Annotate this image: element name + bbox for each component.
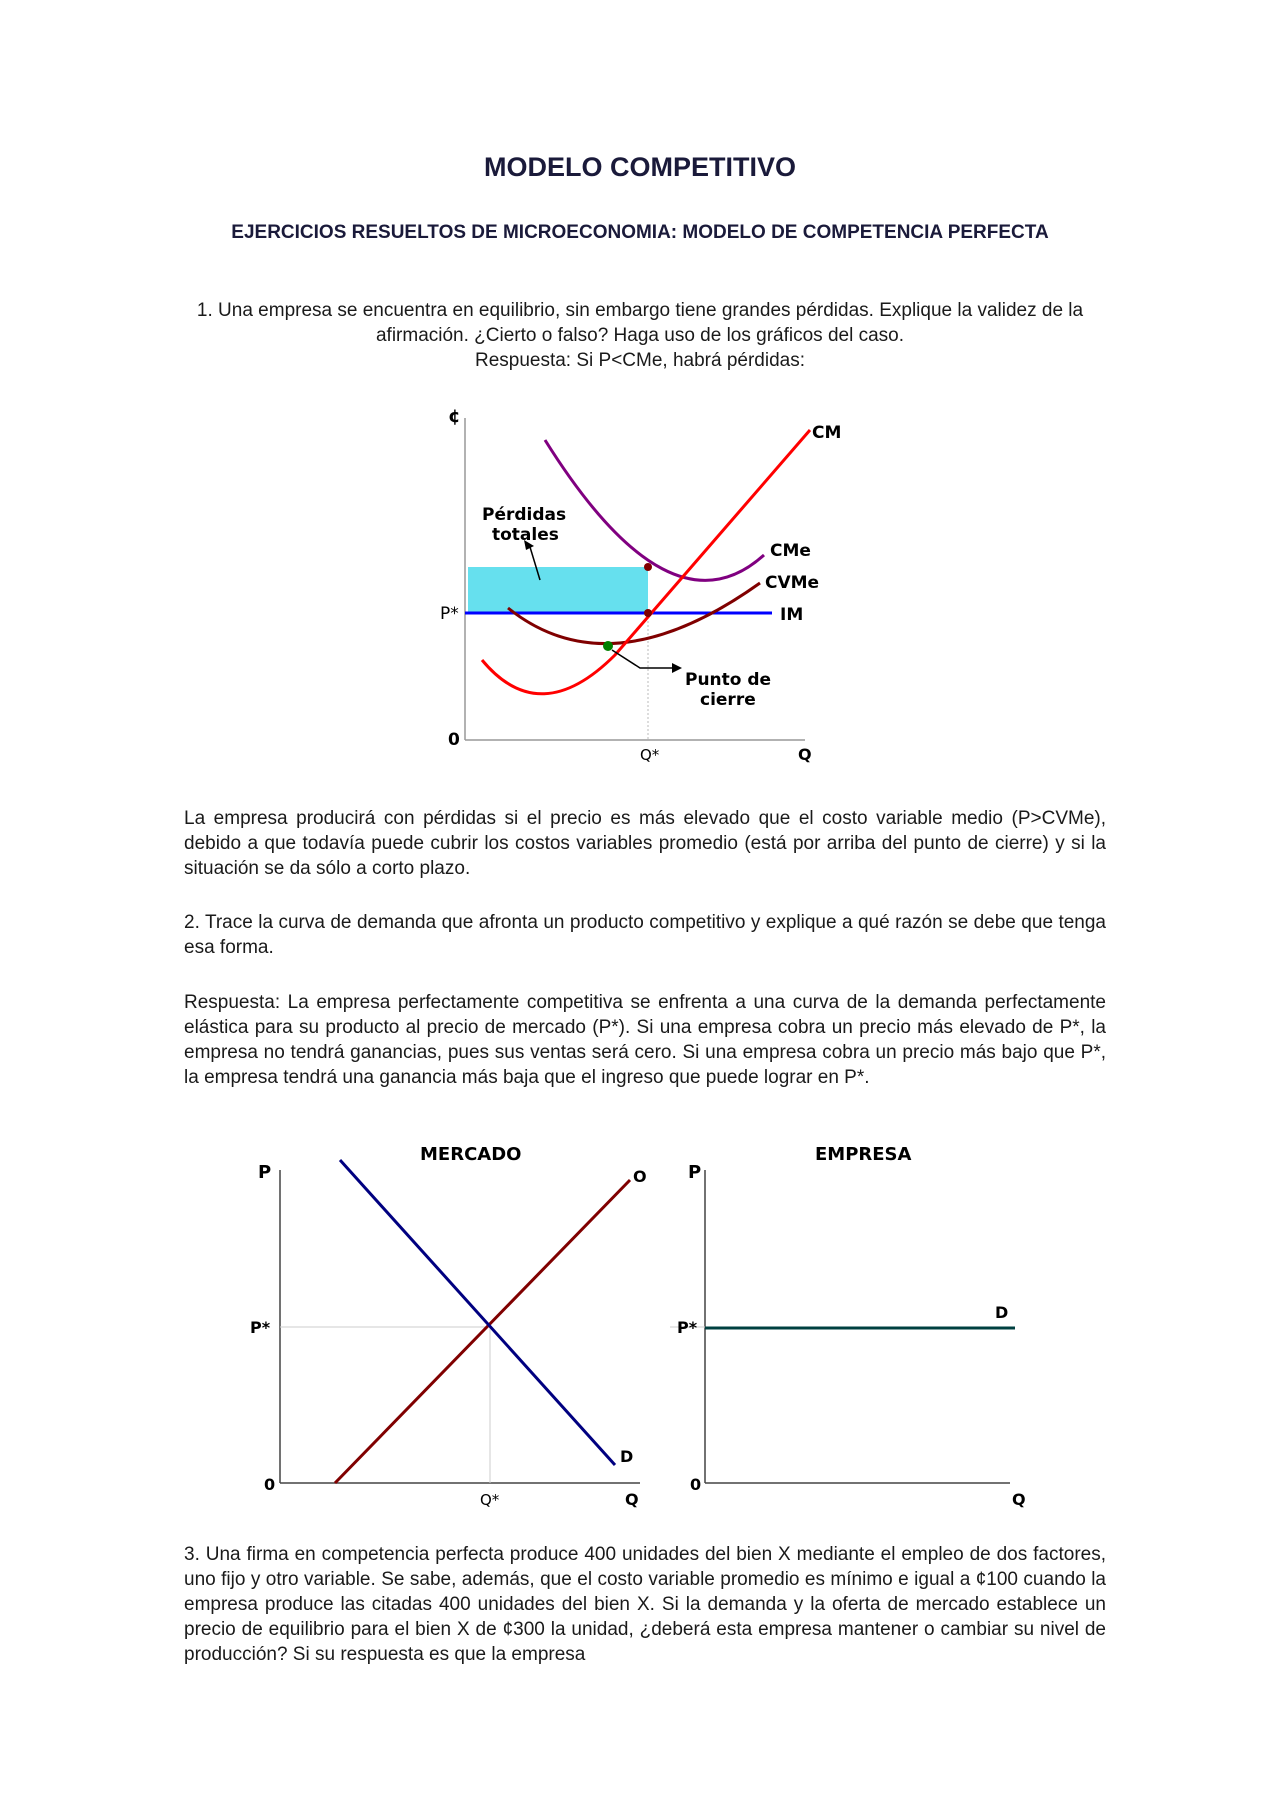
firm-title: EMPRESA [815,1144,912,1165]
loss-area [468,567,648,613]
origin-label: 0 [448,730,460,750]
firm-p-label: P [688,1162,702,1183]
shutdown-arrow [612,650,675,668]
question-3: 3. Una firma en competencia perfecta produce 400 unidades del bien X mediante el empleo de dos factores, uno fijo y otro variable. Se sabe, además, que el costo variable promedio es mínimo e igual a ¢100 cuando la empresa produce las citadas 400 unidades del bien X. Si la demanda y la oferta de mercado establece un precio de equilibrio para el bien X de ¢300 la unidad, ¿deberá esta empresa mantener o cambiar su nivel de producción? Si su respuesta es que la empresa [184,1544,1106,1665]
quantity-label: Q* [640,746,660,764]
firm-p-star-label: P* [677,1318,698,1337]
page-subtitle: EJERCICIOS RESUELTOS DE MICROECONOMIA: MODELO DE COMPETENCIA PERFECTA [231,222,1049,243]
price-label: P* [440,604,459,624]
answer-1-explanation: La empresa producirá con pérdidas si el precio es más elevado que el costo variable medio (P>CVMe), debido a que todavía puede cubrir los costos variables promedio (está por arriba del punto de cierre) y si la situación se da sólo a corto plazo. [184,808,1106,879]
firm-origin-label: 0 [690,1475,702,1494]
loss-label-line2: totales [492,525,559,545]
x-axis-label: Q [798,745,812,764]
market-p-star-label: P* [250,1318,271,1337]
firm-demand-label: D [995,1303,1009,1322]
market-q-label: Q [625,1490,639,1509]
shutdown-arrowhead [672,663,682,673]
market-firm-figure [240,1140,1040,1520]
market-origin-label: 0 [264,1475,276,1494]
answer-2: Respuesta: La empresa perfectamente competitiva se enfrenta a una curva de la demanda perfectamente elástica para su producto al precio de mercado (P*). Si una empresa cobra un precio más elevado de P*, la empresa no tendrá ganancias, pues sus ventas será cero. Si una empresa cobra un precio más bajo que P*, la empresa tendrá una ganancia más baja que el ingreso que puede lograr en P*. [184,992,1106,1088]
market-title: MERCADO [420,1144,522,1165]
cost-curves-figure [420,400,860,770]
question-2: 2. Trace la curva de demanda que afronta un producto competitivo y explique a qué razón se debe que tenga esa forma. [184,912,1106,958]
page-title: MODELO COMPETITIVO [483,152,796,182]
cme-curve [545,440,764,580]
answer-1-lead: Respuesta: Si P<CMe, habrá pérdidas: [474,350,806,371]
firm-q-label: Q [1012,1490,1026,1509]
supply-label: O [633,1167,647,1186]
im-label: IM [780,605,804,625]
cm-label: CM [812,423,842,443]
cm-curve [482,430,810,694]
question-1: 1. Una empresa se encuentra en equilibrio, sin embargo tiene grandes pérdidas. Explique la validez de la afirmación. ¿Cierto o falso? Haga uso de los gráficos del caso. [196,300,1084,346]
shutdown-point [603,641,613,651]
demand-curve [340,1160,615,1465]
market-q-star-label: Q* [480,1491,500,1509]
im-point [644,609,652,617]
market-p-label: P [258,1162,272,1183]
cvme-label: CVMe [765,573,820,593]
y-axis-label: ¢ [448,406,461,427]
cme-label: CMe [770,541,811,561]
demand-label: D [620,1447,634,1466]
shutdown-label-line2: cierre [700,690,756,710]
shutdown-label-line1: Punto de [685,670,772,690]
cme-point [644,563,652,571]
supply-curve [335,1180,630,1483]
loss-label-line1: Pérdidas [482,505,567,525]
